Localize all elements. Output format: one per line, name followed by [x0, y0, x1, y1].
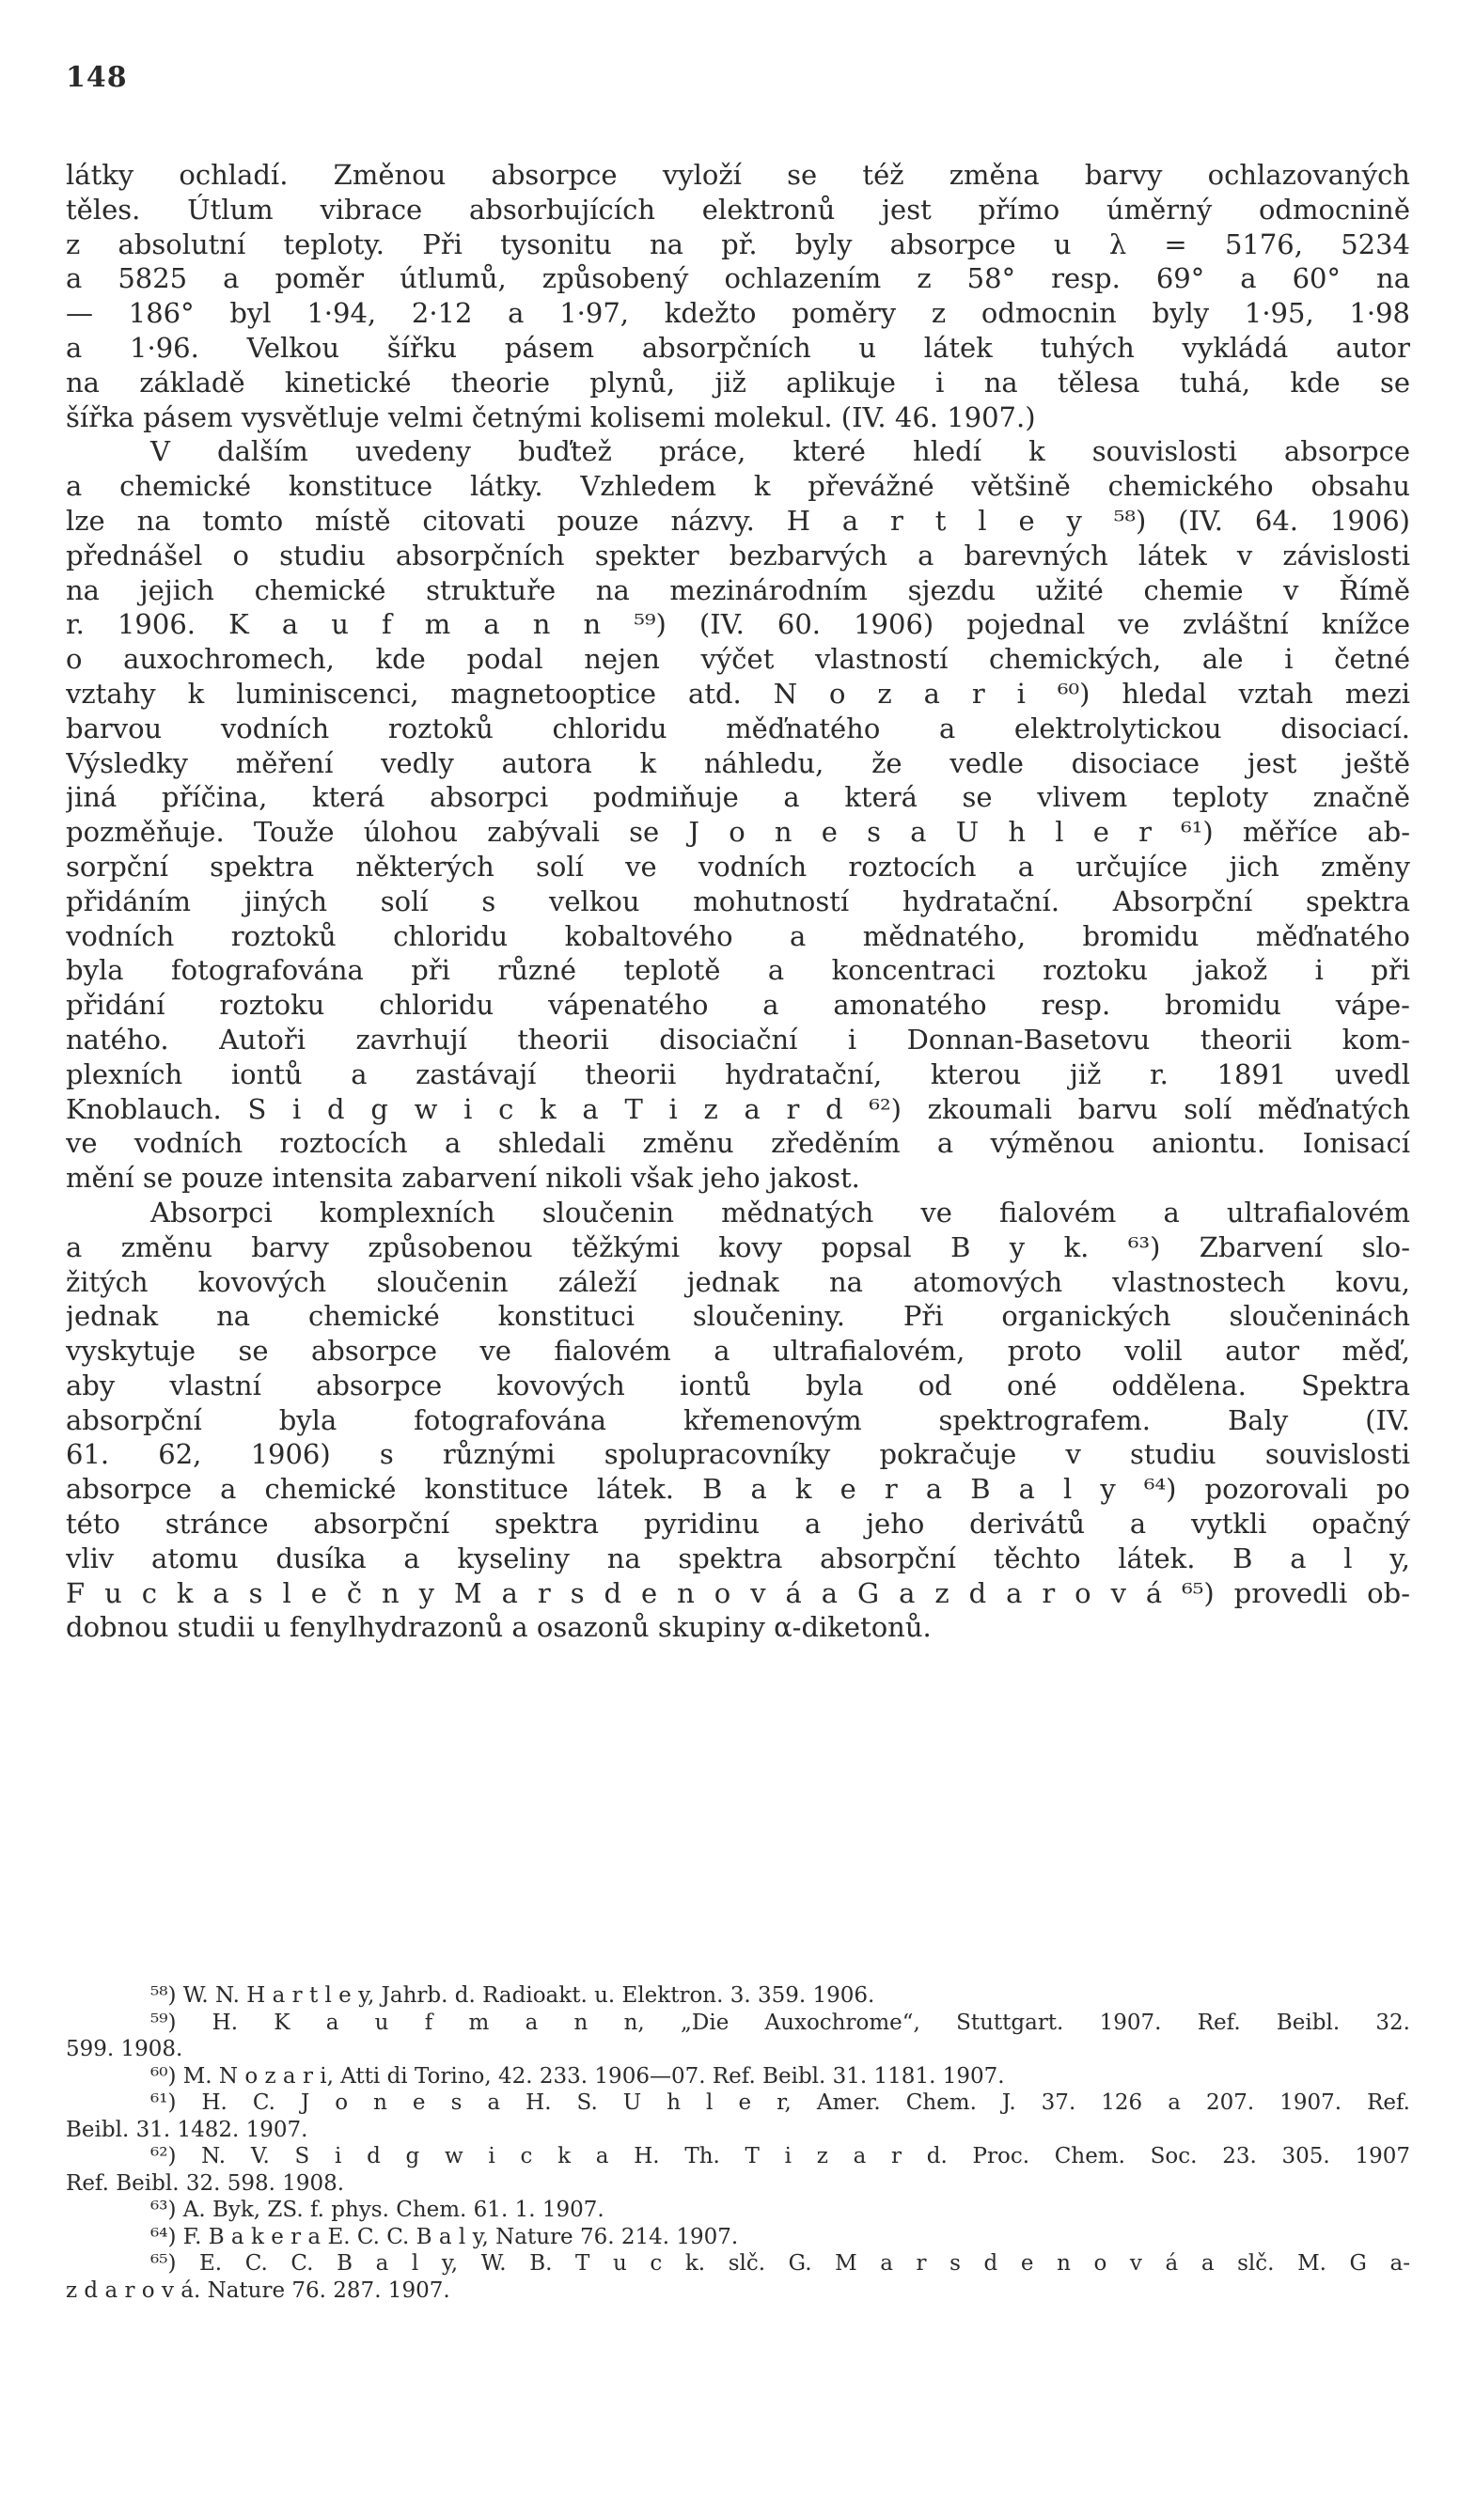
- body-line: Výsledky měření vedly autora k náhledu, že vedle disociace jest ještě: [66, 746, 1410, 779]
- footnote-line: ⁶⁵) E. C. C. B a l y, W. B. T u c k. slč. G. M a r s d e n o v á a slč. M. G a-: [150, 2251, 1410, 2276]
- footnote-line: ⁶²) N. V. S i d g w i c k a H. Th. T i z a r d. Proc. Chem. Soc. 23. 305. 1907: [150, 2144, 1410, 2168]
- body-line: lze na tomto místě citovati pouze názvy. H a r t l e y ⁵⁸) (IV. 64. 1906): [66, 504, 1410, 537]
- body-line: přidání roztoku chloridu vápenatého a amonatého resp. bromidu vápe-: [66, 989, 1410, 1022]
- body-line: mění se pouze intensita zabarvení nikoli však jeho jakost.: [66, 1162, 860, 1195]
- body-line: o auxochromech, kde podal nejen výčet vlastností chemických, ale i četné: [66, 643, 1410, 676]
- body-line: F u c k a s l e č n y M a r s d e n o v á a G a z d a r o v á ⁶⁵) provedli ob-: [66, 1576, 1410, 1609]
- body-line: vodních roztoků chloridu kobaltového a mědnatého, bromidu měďnatého: [66, 919, 1410, 952]
- body-line: látky ochladí. Změnou absorpce vyloží se též změna barvy ochlazovaných: [66, 159, 1410, 191]
- footnote-line: ⁶³) A. Byk, ZS. f. phys. Chem. 61. 1. 1907.: [150, 2198, 604, 2222]
- body-line: a změnu barvy způsobenou těžkými kovy popsal B y k. ⁶³) Zbarvení slo-: [66, 1230, 1410, 1263]
- body-line: vyskytuje se absorpce ve fialovém a ultrafialovém, proto volil autor měď,: [66, 1335, 1410, 1368]
- body-line: žitých kovových sloučenin záleží jednak na atomových vlastnostech kovu,: [66, 1265, 1410, 1298]
- body-line: pozměňuje. Touže úlohou zabývali se J o n e s a U h l e r ⁶¹) měříce ab-: [66, 816, 1410, 849]
- body-line: dobnou studii u fenylhydrazonů a osazonů skupiny α-diketonů.: [66, 1611, 932, 1644]
- footnote-line: ⁶⁴) F. B a k e r a E. C. C. B a l y, Nature 76. 214. 1907.: [150, 2224, 739, 2249]
- body-line: vztahy k luminiscenci, magnetooptice atd. N o z a r i ⁶⁰) hledal vztah mezi: [66, 677, 1410, 710]
- body-line: ve vodních roztocích a shledali změnu zředěním a výměnou aniontu. Ionisací: [66, 1127, 1410, 1160]
- body-line: přidáním jiných solí s velkou mohutností hydratační. Absorpční spektra: [66, 884, 1410, 917]
- footnote-line: Ref. Beibl. 32. 598. 1908.: [66, 2170, 345, 2196]
- body-line: 61. 62, 1906) s různými spolupracovníky pokračuje v studiu souvislosti: [66, 1438, 1410, 1471]
- body-line: na jejich chemické struktuře na mezinárodním sjezdu užité chemie v Římě: [66, 573, 1410, 606]
- body-line: V dalším uvedeny buďtež práce, které hledí k souvislosti absorpce: [150, 435, 1410, 468]
- body-line: přednášel o studiu absorpčních spekter bezbarvých a barevných látek v závislosti: [66, 539, 1410, 571]
- body-line: těles. Útlum vibrace absorbujících elektronů jest přímo úměrný odmocnině: [66, 193, 1410, 226]
- body-line: z absolutní teploty. Při tysonitu na př. byly absorpce u λ = 5176, 5234: [66, 227, 1410, 260]
- body-line: této stránce absorpční spektra pyridinu a jeho derivátů a vytkli opačný: [66, 1508, 1410, 1541]
- body-line: jiná příčina, která absorpci podmiňuje a která se vlivem teploty značně: [66, 781, 1410, 814]
- body-line: a 1·96. Velkou šířku pásem absorpčních u látek tuhých vykládá autor: [66, 331, 1410, 364]
- body-text: [66, 158, 1410, 1645]
- body-line: sorpční spektra některých solí ve vodních roztocích a určujíce jich změny: [66, 850, 1410, 883]
- body-line: Knoblauch. S i d g w i c k a T i z a r d ⁶²) zkoumali barvu solí měďnatých: [66, 1092, 1410, 1125]
- body-line: jednak na chemické konstituci sloučeniny. Při organických sloučeninách: [66, 1300, 1410, 1333]
- body-line: natého. Autoři zavrhují theorii disociační i Donnan-Basetovu theorii kom-: [66, 1023, 1410, 1056]
- footnote-line: Beibl. 31. 1482. 1907.: [66, 2117, 308, 2142]
- footnote-line: z d a r o v á. Nature 76. 287. 1907.: [66, 2277, 450, 2303]
- footnotes: [66, 1982, 1410, 2304]
- body-line: Absorpci komplexních sloučenin mědnatých ve fialovém a ultrafialovém: [150, 1196, 1410, 1229]
- body-line: plexních iontů a zastávají theorii hydratační, kterou již r. 1891 uvedl: [66, 1057, 1410, 1090]
- body-line: — 186° byl 1·94, 2·12 a 1·97, kdežto poměry z odmocnin byly 1·95, 1·98: [66, 297, 1410, 330]
- body-line: a chemické konstituce látky. Vzhledem k převážné většině chemického obsahu: [66, 470, 1410, 503]
- footnote-line: ⁵⁹) H. K a u f m a n n, „Die Auxochrome“, Stuttgart. 1907. Ref. Beibl. 32.: [150, 2010, 1410, 2035]
- body-line: vliv atomu dusíka a kyseliny na spektra absorpční těchto látek. B a l y,: [66, 1542, 1410, 1574]
- body-line: aby vlastní absorpce kovových iontů byla od oné oddělena. Spektra: [66, 1369, 1410, 1401]
- body-line: na základě kinetické theorie plynů, již aplikuje i na tělesa tuhá, kde se: [66, 366, 1410, 399]
- page-number: 148: [66, 61, 128, 94]
- body-line: a 5825 a poměr útlumů, způsobený ochlazením z 58° resp. 69° a 60° na: [66, 262, 1410, 295]
- body-line: šířka pásem vysvětluje velmi četnými kolisemi molekul. (IV. 46. 1907.): [66, 400, 1036, 433]
- footnote-line: ⁶¹) H. C. J o n e s a H. S. U h l e r, Amer. Chem. J. 37. 126 a 207. 1907. Ref.: [150, 2090, 1410, 2115]
- body-line: absorpční byla fotografována křemenovým spektrografem. Baly (IV.: [66, 1403, 1410, 1436]
- body-line: absorpce a chemické konstituce látek. B a k e r a B a l y ⁶⁴) pozorovali po: [66, 1473, 1410, 1506]
- body-line: r. 1906. K a u f m a n n ⁵⁹) (IV. 60. 1906) pojednal ve zvláštní knížce: [66, 608, 1410, 641]
- footnote-line: ⁶⁰) M. N o z a r i, Atti di Torino, 42. 233. 1906—07. Ref. Beibl. 31. 1181. 1907.: [150, 2063, 1005, 2089]
- body-line: barvou vodních roztoků chloridu měďnatého a elektrolytickou disociací.: [66, 712, 1410, 744]
- body-line: byla fotografována při různé teplotě a koncentraci roztoku jakož i při: [66, 954, 1410, 987]
- footnote-line: ⁵⁸) W. N. H a r t l e y, Jahrb. d. Radioakt. u. Elektron. 3. 359. 1906.: [150, 1983, 875, 2008]
- footnote-line: 599. 1908.: [66, 2037, 183, 2061]
